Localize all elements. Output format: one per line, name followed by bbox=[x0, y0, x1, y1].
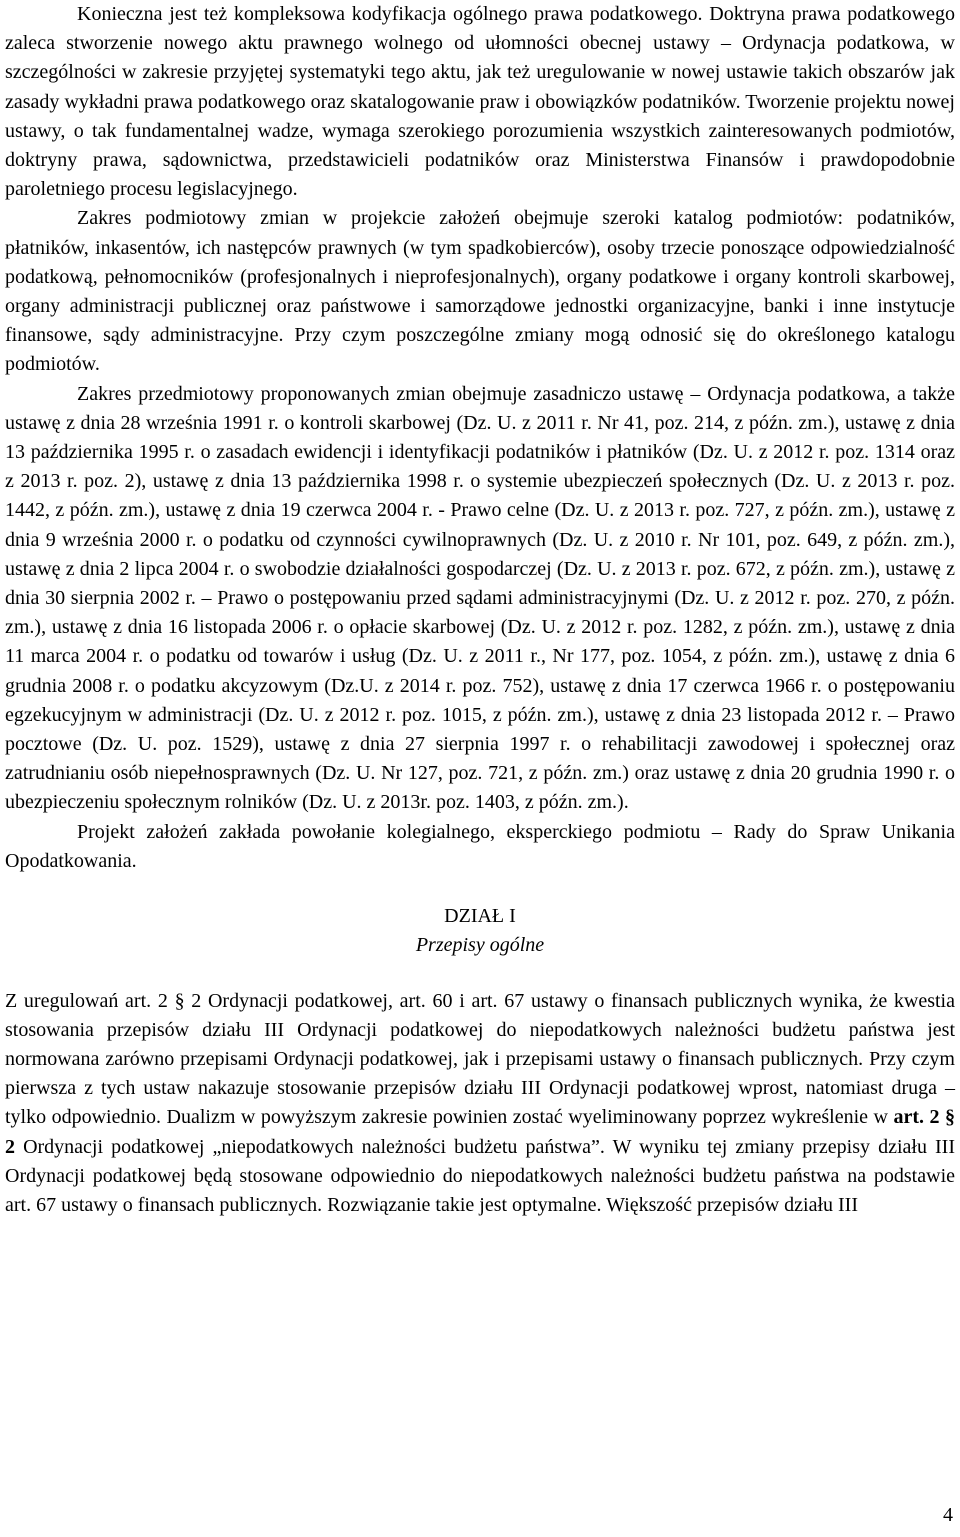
paragraph-regulations-text-2: Ordynacji podatkowej „niepodatkowych należności budżetu państwa”. W wyniku tej zmiany przepisy działu III Ordynacji podatkowej będą stosowane odpowiednio do niepodatkowych należności budżetu państwa na podstawie art. 67 ustawy o finansach publicznych. Rozwiązanie takie jest optymalne. Większość przepisów działu III bbox=[5, 1135, 955, 1216]
paragraph-council: Projekt założeń zakłada powołanie kolegialnego, eksperckiego podmiotu – Rady do Spraw Unikania Opodatkowania. bbox=[5, 820, 955, 872]
article-reference: art. 2 § 2 bbox=[5, 1106, 955, 1158]
paragraph-codification: Konieczna jest też kompleksowa kodyfikacja ogólnego prawa podatkowego. Doktryna prawa podatkowego zaleca stworzenie nowego aktu prawnego wolnego od ułomności obecnej ustawy – Ordynacja podatkowa, w szczególności w zakresie przyjętej systematyki tego aktu, jak też uregulowanie w nowej ustawie takich obszarów jak zasady wykładni prawa podatkowego oraz skatalogowanie praw i obowiązków podatników. Tworzenie projektu nowej ustawy, o tak fundamentalnej wadze, wymaga szerokiego porozumienia wszystkich zainteresowanych podmiotów, doktryny prawa, sądownictwa, przedstawicieli podatników oraz Ministerstwa Finansów i prawdopodobnie paroletniego procesu legislacyjnego. bbox=[5, 3, 955, 201]
document-page bbox=[5, 0, 955, 1220]
paragraph-object-scope: Zakres przedmiotowy proponowanych zmian obejmuje zasadniczo ustawę – Ordynacja podatkowa, a także ustawę z dnia 28 września 1991 r. o kontroli skarbowej (Dz. U. z 2011 r. Nr 41, poz. 214, z późn. zm.), ustawę z dnia 13 października 1995 r. o zasadach ewidencji i identyfikacji podatników i płatników (Dz. U. z 2012 r. poz. 1314 oraz z 2013 r. poz. 2), ustawę z dnia 13 października 1998 r. o systemie ubezpieczeń społecznych (Dz. U. z 2013 r. poz. 1442, z późn. zm.), ustawę z dnia 19 czerwca 2004 r. - Prawo celne (Dz. U. z 2013 r. poz. 727, z późn. zm.), ustawę z dnia 9 września 2000 r. o podatku od czynności cywilnoprawnych (Dz. U. z 2010 r. Nr 101, poz. 649, z późn. zm.), ustawę z dnia 2 lipca 2004 r. o swobodzie działalności gospodarczej (Dz. U. z 2013 r. poz. 672, z późn. zm.), ustawę z dnia 30 sierpnia 2002 r. – Prawo o postępowaniu przed sądami administracyjnymi (Dz. U. z 2012 r. poz. 270, z późn. zm.), ustawę z dnia 16 listopada 2006 r. o opłacie skarbowej (Dz. U. z 2012 r. poz. 1282, z późn. zm.), ustawę z dnia 11 marca 2004 r. o podatku od towarów i usług (Dz. U. z 2011 r., Nr 177, poz. 1054, z późn. zm.), ustawę z dnia 6 grudnia 2008 r. o podatku akcyzowym (Dz.U. z 2014 r. poz. 752), ustawę z dnia 17 czerwca 1966 r. o postępowaniu egzekucyjnym w administracji (Dz. U. z 2012 r. poz. 1015, z późn. zm.), ustawę z dnia 23 listopada 2012 r. – Prawo pocztowe (Dz. U. poz. 1529), ustawę z dnia 27 sierpnia 1997 r. o rehabilitacji zawodowej i społecznej oraz zatrudnianiu osób niepełnosprawnych (Dz. U. Nr 127, poz. 721, z późn. zm.) oraz ustawę z dnia 20 grudnia 1990 r. o ubezpieczeniu społecznym rolników (Dz. U. z 2013r. poz. 1403, z późn. zm.). bbox=[5, 382, 955, 814]
paragraph-regulations-text-1: Z uregulowań art. 2 § 2 Ordynacji podatkowej, art. 60 i art. 67 ustawy o finansach publicznych wynika, że kwestia stosowania przepisów działu III Ordynacji podatkowej do niepodatkowych należności budżetu państwa jest normowana zarówno przepisami Ordynacji podatkowej, jak i przepisami ustawy o finansach publicznych. Przy czym pierwsza z tych ustaw nakazuje stosowanie przepisów działu III Ordynacji podatkowej wprost, natomiast druga – tylko odpowiednio. Dualizm w powyższym zakresie powinien zostać wyeliminowany poprzez wykreślenie w bbox=[5, 989, 955, 1129]
section-subtitle: Przepisy ogólne bbox=[415, 934, 545, 957]
page-number: 4 bbox=[943, 1504, 953, 1526]
paragraph-subject-scope: Zakres podmiotowy zmian w projekcie założeń obejmuje szeroki katalog podmiotów: podatników, płatników, inkasentów, ich następców prawnych (w tym spadkobierców), osoby trzecie ponoszące odpowiedzialność podatkową, pełnomocników (profesjonalnych i nieprofesjonalnych), organy podatkowe i organy kontroli skarbowej, organy administracji publicznej oraz państwowe i samorządowe jednostki organizacyjne, banki i inne instytucje finansowe, sądy administracyjne. Przy czym poszczególne zmiany mogą odnosić się do określonego katalogu podmiotów. bbox=[5, 207, 955, 376]
section-title: DZIAŁ I bbox=[444, 905, 516, 928]
paragraph-regulations bbox=[5, 987, 955, 1221]
